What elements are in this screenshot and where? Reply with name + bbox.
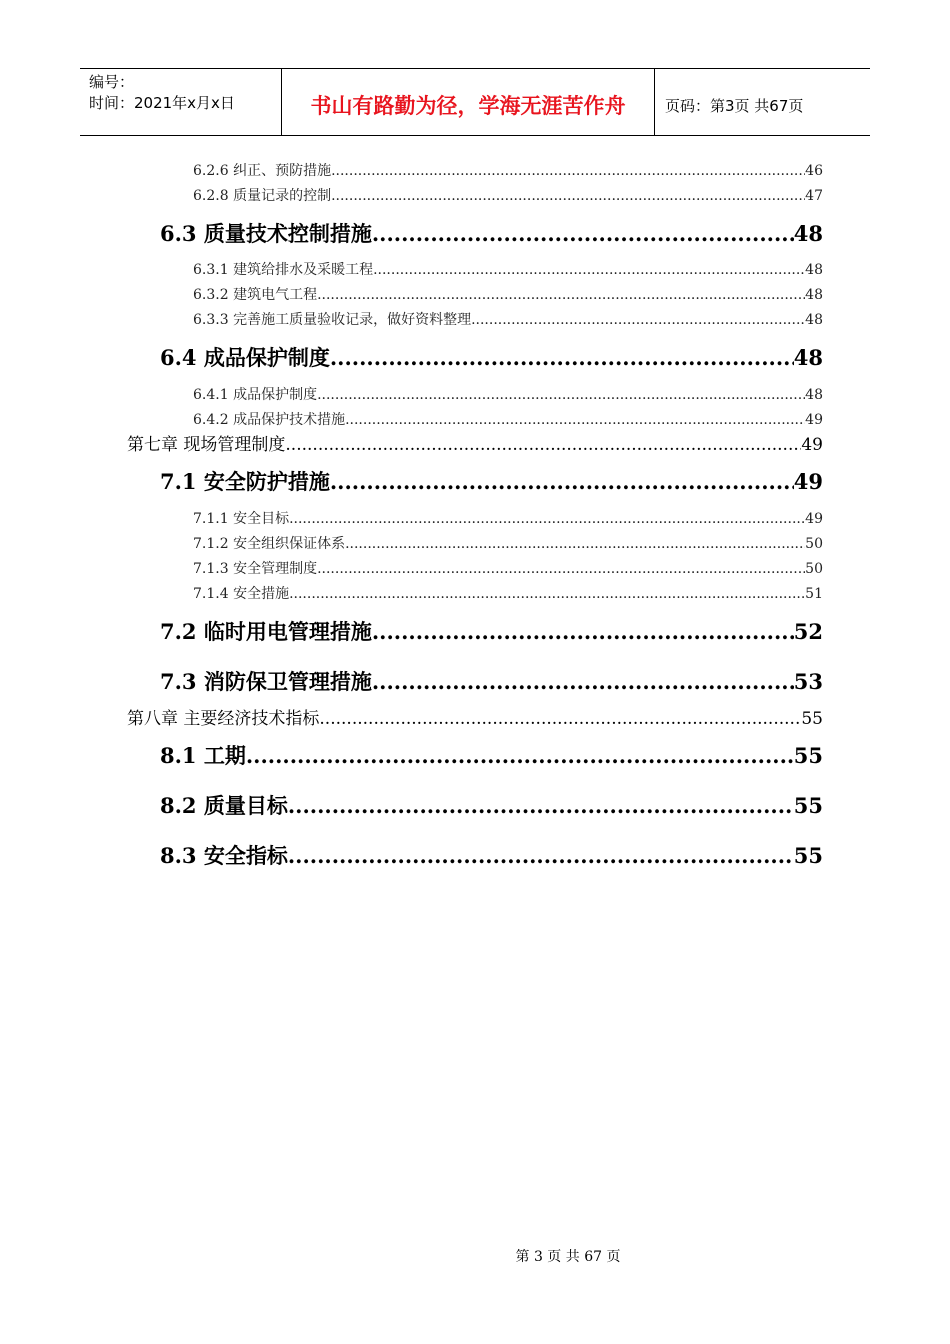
toc-leader-dots — [246, 741, 794, 771]
toc-leader-dots — [331, 161, 805, 181]
toc-entry-page: 46 — [805, 163, 823, 179]
toc-leader-dots — [288, 841, 794, 871]
toc-leader-dots — [373, 260, 805, 280]
toc-section-heading[interactable] — [160, 841, 823, 871]
toc-entry[interactable] — [193, 509, 823, 529]
toc-section-heading[interactable] — [160, 343, 823, 373]
toc-entry-page: 55 — [793, 743, 823, 768]
page-footer — [0, 1246, 950, 1266]
toc-entry-page: 51 — [805, 586, 823, 602]
toc-entry-title: 7.1 安全防护措施 — [160, 469, 330, 494]
footer-page-number: 第 3 页 共 67 页 — [515, 1249, 621, 1265]
toc-entry-page: 49 — [801, 435, 823, 455]
toc-entry[interactable] — [193, 584, 823, 604]
toc-entry[interactable] — [193, 559, 823, 579]
toc-chapter-entry[interactable] — [127, 707, 823, 731]
toc-entry[interactable] — [193, 310, 823, 330]
toc-leader-dots — [372, 667, 794, 697]
toc-section-heading[interactable] — [160, 467, 823, 497]
toc-entry-page: 48 — [805, 262, 823, 278]
toc-section-heading[interactable] — [160, 741, 823, 771]
page-header — [80, 68, 870, 136]
toc-entry-page: 53 — [793, 669, 823, 694]
toc-entry[interactable] — [193, 186, 823, 206]
header-motto-cell — [282, 69, 655, 135]
toc-leader-dots — [331, 186, 805, 206]
toc-section-heading[interactable] — [160, 219, 823, 249]
toc-leader-dots — [372, 219, 794, 249]
toc-entry-title: 6.2.8 质量记录的控制 — [193, 188, 332, 204]
header-motto: 书山有路勤为径，学海无涯苦作舟 — [310, 94, 626, 118]
toc-entry-title: 第八章 主要经济技术指标 — [127, 709, 320, 729]
toc-leader-dots — [285, 433, 801, 457]
document-number-label: 编号： — [89, 73, 135, 91]
toc-leader-dots — [317, 559, 805, 579]
header-page-info: 页码：第3页 共67页 — [665, 96, 804, 115]
toc-entry-page: 47 — [805, 188, 823, 204]
toc-leader-dots — [345, 410, 805, 430]
toc-leader-dots — [345, 534, 805, 554]
toc-entry-title: 6.3.1 建筑给排水及采暖工程 — [193, 262, 374, 278]
toc-section-heading[interactable] — [160, 791, 823, 821]
toc-leader-dots — [289, 584, 805, 604]
toc-entry-page: 50 — [805, 536, 823, 552]
toc-entry-title: 7.1.4 安全措施 — [193, 586, 290, 602]
toc-entry-title: 6.3.2 建筑电气工程 — [193, 287, 318, 303]
toc-entry-title: 8.1 工期 — [160, 743, 246, 768]
toc-entry-page: 48 — [805, 287, 823, 303]
toc-entry-page: 49 — [805, 412, 823, 428]
toc-entry-title: 7.1.1 安全目标 — [193, 511, 290, 527]
toc-entry-title: 7.1.3 安全管理制度 — [193, 561, 318, 577]
toc-entry[interactable] — [193, 161, 823, 181]
toc-entry-page: 50 — [805, 561, 823, 577]
toc-entry-title: 6.3.3 完善施工质量验收记录，做好资料整理 — [193, 312, 472, 328]
toc-entry-title: 7.3 消防保卫管理措施 — [160, 669, 372, 694]
toc-entry-page: 49 — [805, 511, 823, 527]
toc-leader-dots — [319, 707, 801, 731]
toc-entry-page: 55 — [793, 843, 823, 868]
toc-entry-page: 55 — [801, 709, 823, 729]
toc-section-heading[interactable] — [160, 617, 823, 647]
toc-leader-dots — [330, 343, 794, 373]
toc-entry-title: 6.2.6 纠正、预防措施 — [193, 163, 332, 179]
toc-leader-dots — [288, 791, 794, 821]
toc-leader-dots — [317, 285, 805, 305]
toc-entry-title: 8.3 安全指标 — [160, 843, 288, 868]
toc-entry[interactable] — [193, 385, 823, 405]
toc-entry-page: 49 — [793, 469, 823, 494]
toc-entry[interactable] — [193, 260, 823, 280]
toc-entry[interactable] — [193, 534, 823, 554]
toc-leader-dots — [289, 509, 805, 529]
toc-leader-dots — [372, 617, 794, 647]
toc-entry-title: 6.4 成品保护制度 — [160, 345, 330, 370]
toc-entry-title: 6.4.1 成品保护制度 — [193, 387, 318, 403]
header-meta — [80, 69, 282, 135]
toc-entry[interactable] — [193, 285, 823, 305]
toc-entry-page: 48 — [805, 312, 823, 328]
toc-entry-title: 7.1.2 安全组织保证体系 — [193, 536, 346, 552]
toc-entry-title: 6.4.2 成品保护技术措施 — [193, 412, 346, 428]
toc-entry-page: 55 — [793, 793, 823, 818]
toc-entry-title: 8.2 质量目标 — [160, 793, 288, 818]
toc-leader-dots — [317, 385, 805, 405]
toc-entry-page: 48 — [793, 221, 823, 246]
toc-entry-title: 7.2 临时用电管理措施 — [160, 619, 372, 644]
header-page-info-cell — [655, 69, 870, 135]
toc-entry-page: 48 — [793, 345, 823, 370]
toc-entry-title: 6.3 质量技术控制措施 — [160, 221, 372, 246]
toc-entry-page: 48 — [805, 387, 823, 403]
toc-section-heading[interactable] — [160, 667, 823, 697]
toc-entry[interactable] — [193, 410, 823, 430]
toc-entry-title: 第七章 现场管理制度 — [127, 435, 286, 455]
document-time-label: 时间：2021年x月x日 — [89, 94, 235, 112]
toc-leader-dots — [471, 310, 805, 330]
toc-chapter-entry[interactable] — [127, 433, 823, 457]
toc-entry-page: 52 — [793, 619, 823, 644]
toc-leader-dots — [330, 467, 794, 497]
